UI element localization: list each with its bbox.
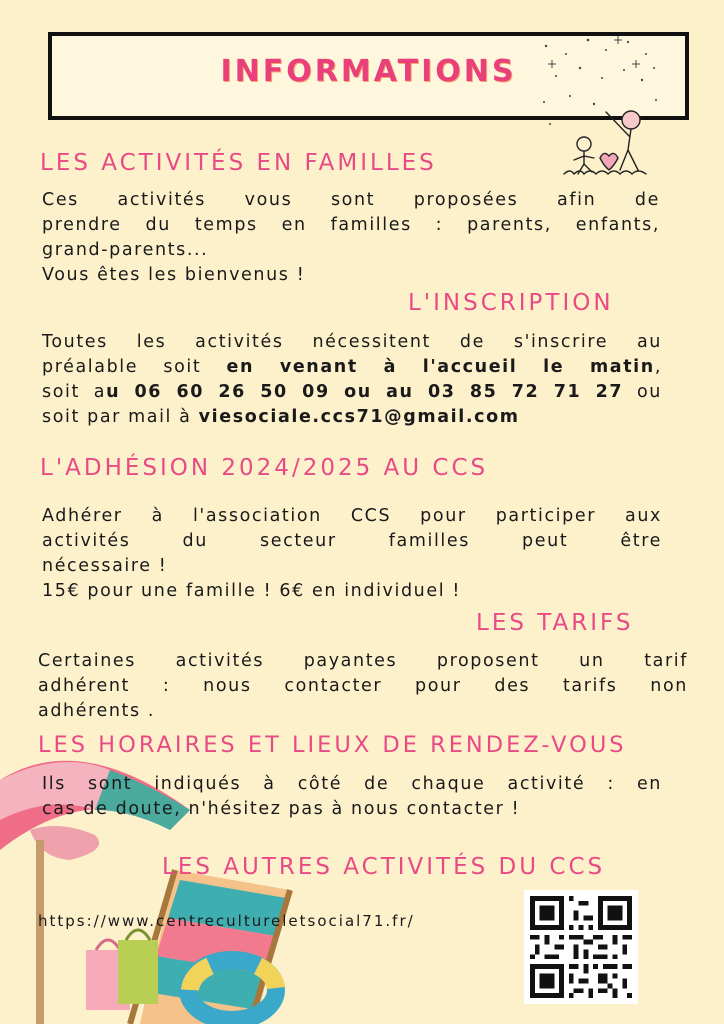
tarifs-text — [38, 649, 688, 724]
tarifs-line: adhérent : nous contacter pour des tarifs non — [38, 676, 688, 696]
adhesion-line: Adhérer à l'association CCS pour participer aux — [42, 506, 662, 526]
horaires-text — [42, 772, 662, 822]
heading-adhesion: L'ADHÉSION 2024/2025 AU CCS — [40, 455, 489, 481]
heading-inscription: L'INSCRIPTION — [408, 290, 614, 316]
heading-horaires: LES HORAIRES ET LIEUX DE RENDEZ-VOUS — [38, 732, 627, 758]
horaires-line: cas de doute, n'hésitez pas à nous contacter ! — [42, 799, 521, 819]
horaires-line: Ils sont indiqués à côté de chaque activité : en — [42, 774, 662, 794]
inscription-line: Toutes les activités nécessitent de s'inscrire au — [42, 332, 662, 352]
adhesion-line: nécessaire ! — [42, 556, 168, 576]
adhesion-line: activités du secteur familles peut être — [42, 531, 662, 551]
stargazing-doodle-icon — [536, 32, 666, 182]
heading-autres: LES AUTRES ACTIVITÉS DU CCS — [162, 854, 606, 880]
inscription-line: soit au 06 60 26 50 09 ou au 03 85 72 71 27 ou — [42, 382, 662, 402]
page-title: INFORMATIONS — [220, 54, 517, 89]
heading-familles: LES ACTIVITÉS EN FAMILLES — [40, 150, 437, 176]
website-link[interactable]: https://www.centrecultureletsocial71.fr/ — [38, 912, 415, 930]
tarifs-line: Certaines activités payantes proposent un tarif — [38, 651, 688, 671]
familles-line: Vous êtes les bienvenus ! — [42, 265, 306, 285]
adhesion-line: 15€ pour une famille ! 6€ en individuel ! — [42, 581, 461, 601]
email-link[interactable]: viesociale.ccs71@gmail.com — [198, 407, 520, 427]
tarifs-line: adhérents . — [38, 701, 156, 721]
adhesion-text — [42, 504, 662, 604]
heading-tarifs: LES TARIFS — [476, 610, 634, 636]
familles-line: prendre du temps en familles : parents, enfants, — [42, 215, 660, 235]
qr-code-icon[interactable] — [524, 890, 638, 1004]
inscription-text — [42, 330, 662, 430]
familles-text — [42, 188, 660, 288]
inscription-line: préalable soit en venant à l'accueil le matin, — [42, 357, 663, 377]
familles-line: grand-parents... — [42, 240, 209, 260]
inscription-line: soit par mail à viesociale.ccs71@gmail.com — [42, 407, 520, 427]
familles-line: Ces activités vous sont proposées afin de — [42, 190, 660, 210]
